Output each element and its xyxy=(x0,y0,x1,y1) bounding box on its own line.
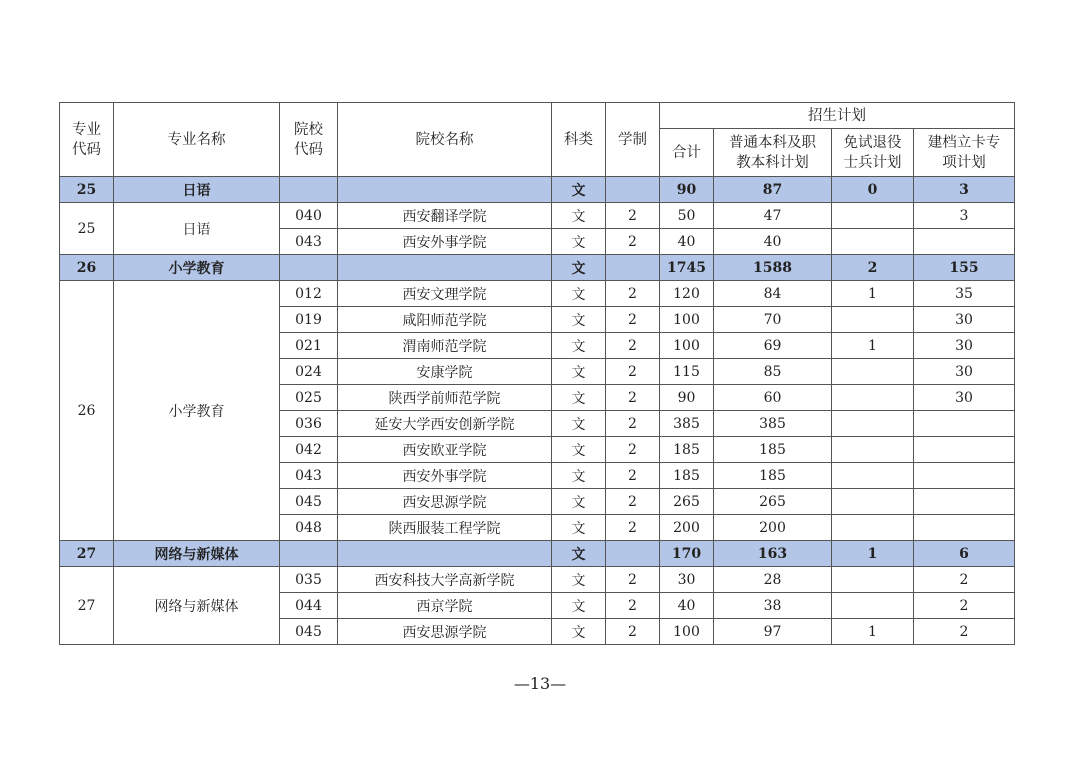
school-code: 024 xyxy=(280,359,338,385)
veterans xyxy=(832,567,914,593)
duration: 2 xyxy=(606,385,660,411)
school-name: 陕西学前师范学院 xyxy=(338,385,552,411)
header-school-code: 院校代码 xyxy=(280,103,338,177)
category: 文 xyxy=(552,437,606,463)
duration: 2 xyxy=(606,515,660,541)
filing xyxy=(914,515,1015,541)
veterans xyxy=(832,437,914,463)
total: 185 xyxy=(660,463,714,489)
category: 文 xyxy=(552,619,606,645)
category: 文 xyxy=(552,359,606,385)
school-name: 西安外事学院 xyxy=(338,463,552,489)
school-code: 019 xyxy=(280,307,338,333)
summary-regular: 87 xyxy=(714,177,832,203)
summary-code: 26 xyxy=(60,255,114,281)
school-name: 西安翻译学院 xyxy=(338,203,552,229)
summary-category: 文 xyxy=(552,177,606,203)
header-total: 合计 xyxy=(660,129,714,177)
regular: 47 xyxy=(714,203,832,229)
total: 200 xyxy=(660,515,714,541)
school-name: 延安大学西安创新学院 xyxy=(338,411,552,437)
group-code: 27 xyxy=(60,567,114,645)
school-code: 045 xyxy=(280,619,338,645)
duration: 2 xyxy=(606,203,660,229)
header-school-name: 院校名称 xyxy=(338,103,552,177)
total: 185 xyxy=(660,437,714,463)
school-code: 044 xyxy=(280,593,338,619)
veterans xyxy=(832,307,914,333)
category: 文 xyxy=(552,333,606,359)
school-name: 西京学院 xyxy=(338,593,552,619)
summary-code: 25 xyxy=(60,177,114,203)
school-name: 陕西服装工程学院 xyxy=(338,515,552,541)
school-code: 048 xyxy=(280,515,338,541)
summary-row xyxy=(60,255,1015,281)
total: 50 xyxy=(660,203,714,229)
summary-filing: 6 xyxy=(914,541,1015,567)
total: 385 xyxy=(660,411,714,437)
filing: 30 xyxy=(914,359,1015,385)
veterans: 1 xyxy=(832,333,914,359)
summary-veterans: 0 xyxy=(832,177,914,203)
header-plan: 招生计划 xyxy=(660,103,1015,129)
category: 文 xyxy=(552,203,606,229)
duration: 2 xyxy=(606,463,660,489)
header-regular: 普通本科及职教本科计划 xyxy=(714,129,832,177)
filing: 2 xyxy=(914,619,1015,645)
filing xyxy=(914,411,1015,437)
summary-veterans: 1 xyxy=(832,541,914,567)
veterans xyxy=(832,359,914,385)
duration: 2 xyxy=(606,359,660,385)
group-name: 网络与新媒体 xyxy=(114,567,280,645)
summary-regular: 1588 xyxy=(714,255,832,281)
summary-row xyxy=(60,541,1015,567)
duration: 2 xyxy=(606,411,660,437)
school-name: 西安欧亚学院 xyxy=(338,437,552,463)
total: 90 xyxy=(660,385,714,411)
total: 100 xyxy=(660,333,714,359)
filing: 2 xyxy=(914,593,1015,619)
group-name: 日语 xyxy=(114,203,280,255)
page-number: —13— xyxy=(513,674,567,693)
filing xyxy=(914,229,1015,255)
veterans xyxy=(832,463,914,489)
summary-filing: 155 xyxy=(914,255,1015,281)
summary-veterans: 2 xyxy=(832,255,914,281)
summary-category: 文 xyxy=(552,255,606,281)
school-code: 021 xyxy=(280,333,338,359)
table-row xyxy=(60,203,1015,229)
duration: 2 xyxy=(606,229,660,255)
veterans xyxy=(832,229,914,255)
table-row xyxy=(60,281,1015,307)
school-name: 西安外事学院 xyxy=(338,229,552,255)
summary-name: 日语 xyxy=(114,177,280,203)
filing: 35 xyxy=(914,281,1015,307)
school-code: 043 xyxy=(280,463,338,489)
duration: 2 xyxy=(606,489,660,515)
total: 30 xyxy=(660,567,714,593)
summary-name: 小学教育 xyxy=(114,255,280,281)
summary-total: 90 xyxy=(660,177,714,203)
total: 40 xyxy=(660,593,714,619)
total: 40 xyxy=(660,229,714,255)
regular: 28 xyxy=(714,567,832,593)
regular: 40 xyxy=(714,229,832,255)
total: 115 xyxy=(660,359,714,385)
header-major-code: 专业代码 xyxy=(60,103,114,177)
summary-row xyxy=(60,177,1015,203)
school-code: 025 xyxy=(280,385,338,411)
school-name: 西安思源学院 xyxy=(338,489,552,515)
duration: 2 xyxy=(606,307,660,333)
duration: 2 xyxy=(606,567,660,593)
category: 文 xyxy=(552,463,606,489)
group-name: 小学教育 xyxy=(114,281,280,541)
veterans xyxy=(832,385,914,411)
regular: 38 xyxy=(714,593,832,619)
category: 文 xyxy=(552,515,606,541)
regular: 200 xyxy=(714,515,832,541)
regular: 84 xyxy=(714,281,832,307)
veterans: 1 xyxy=(832,281,914,307)
regular: 97 xyxy=(714,619,832,645)
filing: 30 xyxy=(914,333,1015,359)
category: 文 xyxy=(552,229,606,255)
veterans xyxy=(832,489,914,515)
regular: 60 xyxy=(714,385,832,411)
category: 文 xyxy=(552,385,606,411)
total: 120 xyxy=(660,281,714,307)
category: 文 xyxy=(552,307,606,333)
school-code: 012 xyxy=(280,281,338,307)
group-code: 26 xyxy=(60,281,114,541)
regular: 85 xyxy=(714,359,832,385)
header-duration: 学制 xyxy=(606,103,660,177)
category: 文 xyxy=(552,593,606,619)
header-filing: 建档立卡专项计划 xyxy=(914,129,1015,177)
header-veterans: 免试退役士兵计划 xyxy=(832,129,914,177)
summary-name: 网络与新媒体 xyxy=(114,541,280,567)
duration: 2 xyxy=(606,333,660,359)
summary-category: 文 xyxy=(552,541,606,567)
regular: 385 xyxy=(714,411,832,437)
school-code: 043 xyxy=(280,229,338,255)
summary-regular: 163 xyxy=(714,541,832,567)
regular: 185 xyxy=(714,463,832,489)
summary-total: 1745 xyxy=(660,255,714,281)
school-code: 045 xyxy=(280,489,338,515)
summary-total: 170 xyxy=(660,541,714,567)
filing xyxy=(914,463,1015,489)
duration: 2 xyxy=(606,437,660,463)
summary-code: 27 xyxy=(60,541,114,567)
school-code: 040 xyxy=(280,203,338,229)
filing xyxy=(914,489,1015,515)
veterans xyxy=(832,411,914,437)
regular: 185 xyxy=(714,437,832,463)
category: 文 xyxy=(552,567,606,593)
enrollment-plan-table xyxy=(59,102,1015,645)
group-code: 25 xyxy=(60,203,114,255)
school-name: 渭南师范学院 xyxy=(338,333,552,359)
school-name: 西安科技大学高新学院 xyxy=(338,567,552,593)
regular: 70 xyxy=(714,307,832,333)
school-code: 036 xyxy=(280,411,338,437)
category: 文 xyxy=(552,411,606,437)
total: 100 xyxy=(660,619,714,645)
veterans xyxy=(832,203,914,229)
category: 文 xyxy=(552,281,606,307)
duration: 2 xyxy=(606,593,660,619)
school-name: 西安文理学院 xyxy=(338,281,552,307)
filing xyxy=(914,437,1015,463)
veterans xyxy=(832,593,914,619)
total: 100 xyxy=(660,307,714,333)
filing: 2 xyxy=(914,567,1015,593)
veterans xyxy=(832,515,914,541)
school-name: 西安思源学院 xyxy=(338,619,552,645)
school-name: 咸阳师范学院 xyxy=(338,307,552,333)
regular: 265 xyxy=(714,489,832,515)
filing: 3 xyxy=(914,203,1015,229)
regular: 69 xyxy=(714,333,832,359)
duration: 2 xyxy=(606,281,660,307)
school-name: 安康学院 xyxy=(338,359,552,385)
school-code: 042 xyxy=(280,437,338,463)
table-row xyxy=(60,567,1015,593)
school-code: 035 xyxy=(280,567,338,593)
header-category: 科类 xyxy=(552,103,606,177)
header-major-name: 专业名称 xyxy=(114,103,280,177)
filing: 30 xyxy=(914,307,1015,333)
category: 文 xyxy=(552,489,606,515)
veterans: 1 xyxy=(832,619,914,645)
filing: 30 xyxy=(914,385,1015,411)
total: 265 xyxy=(660,489,714,515)
summary-filing: 3 xyxy=(914,177,1015,203)
duration: 2 xyxy=(606,619,660,645)
